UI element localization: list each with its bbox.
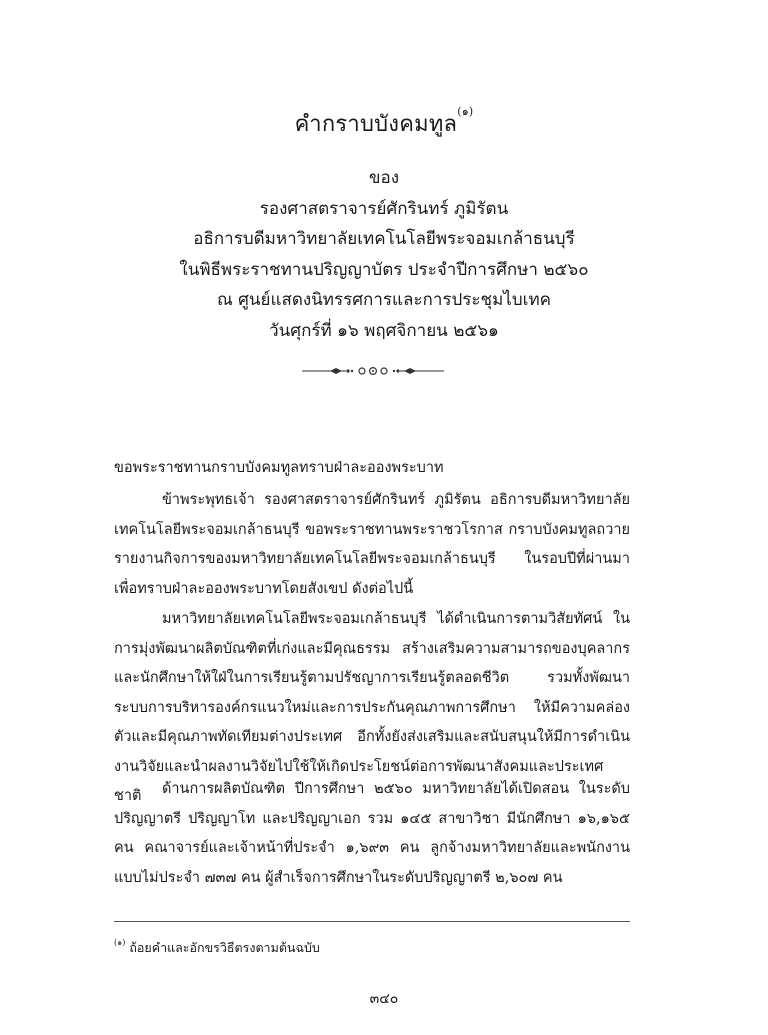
page-title [0,106,768,141]
title-text: คำกราบบังคมทูล [294,112,458,137]
heading-line-venue: ณ ศูนย์แสดงนิทรรศการและการประชุมไบเทค [216,290,552,310]
heading-line-ceremony: ในพิธีพระราชทานปริญญาบัตร ประจำปีการศึกษา ๒๕๖๐ [179,259,589,280]
heading-line-date: วันศุกร์ที่ ๑๖ พฤศจิกายน ๒๕๖๑ [269,320,499,341]
heading-line-of: ของ [368,168,400,188]
title-footnote-marker: (๑) [457,105,474,118]
heading-block [0,163,768,346]
footnote-divider [114,921,630,922]
page-number: ๓๔๐ [369,991,399,1007]
heading-line-position: อธิการบดีมหาวิทยาลัยเทคโนโลยีพระจอมเกล้าธนบุรี [193,229,575,249]
paragraph-introduction: ข้าพระพุทธเจ้า รองศาสตราจารย์ศักรินทร์ ภูมิรัตน อธิการบดีมหาวิทยาลัยเทคโนโลยีพระจอมเกล้าธนบุรี ขอพระราชทานพระราชวโรกาส กราบบังคมทูลถวายรายงานกิจการของมหาวิทยาลัยเทคโนโลยีพระจอมเกล้าธนบุรี ในรอบปีที่ผ่านมา เพื่อทราบฝ่าละอองพระบาทโดยสังเขป ดังต่อไปนี้ [114,492,630,597]
paragraph-graduate-production: ด้านการผลิตบัณฑิต ปีการศึกษา ๒๕๖๐ มหาวิทยาลัยได้เปิดสอน ในระดับปริญญาตรี ปริญญาโท และปริญญาเอก รวม ๑๔๕ สาขาวิชา มีนักศึกษา ๑๖,๑๖๕ คน คณาจารย์และเจ้าหน้าที่ประจำ ๑,๖๙๓ คน ลูกจ้างมหาวิทยาลัยและพนักงานแบบไม่ประจำ ๗๓๗ คน ผู้สำเร็จการศึกษาในระดับปริญญาตรี ๒,๖๐๗ คน [114,781,630,886]
footnote-marker: (๑) [114,938,126,947]
salutation: ขอพระราชทานกราบบังคมทูลทราบฝ่าละอองพระบาท [114,460,444,476]
paragraph-vision: มหาวิทยาลัยเทคโนโลยีพระจอมเกล้าธนบุรี ได้ดำเนินการตามวิสัยทัศน์ ในการมุ่งพัฒนาผลิตบัณฑิตที่เก่งและมีคุณธรรม สร้างเสริมความสามารถของบุคลากรและนักศึกษาให้ใฝ่ในการเรียนรู้ตามปรัชญาการเรียนรู้ตลอดชีวิต รวมทั้งพัฒนาระบบการบริหารองค์กรแนวใหม่และการประกันคุณภาพการศึกษา ให้มีความคล่องตัวและมีคุณภาพทัดเทียมต่างประเทศ อีกทั้งยังส่งเสริมและสนับสนุนให้มีการดำเนินงานวิจัยและนำผลงานวิจัยไปใช้ให้เกิดประโยชน์ต่อการพัฒนาสังคมและประเทศชาติ [114,611,630,804]
footnote [114,938,320,958]
footnote-text: ถ้อยคำและอักขรวิธีตรงตามต้นฉบับ [129,940,320,955]
heading-line-name: รองศาสตราจารย์ศักรินทร์ ภูมิรัตน [259,198,509,219]
ornament-divider-icon [300,363,446,379]
